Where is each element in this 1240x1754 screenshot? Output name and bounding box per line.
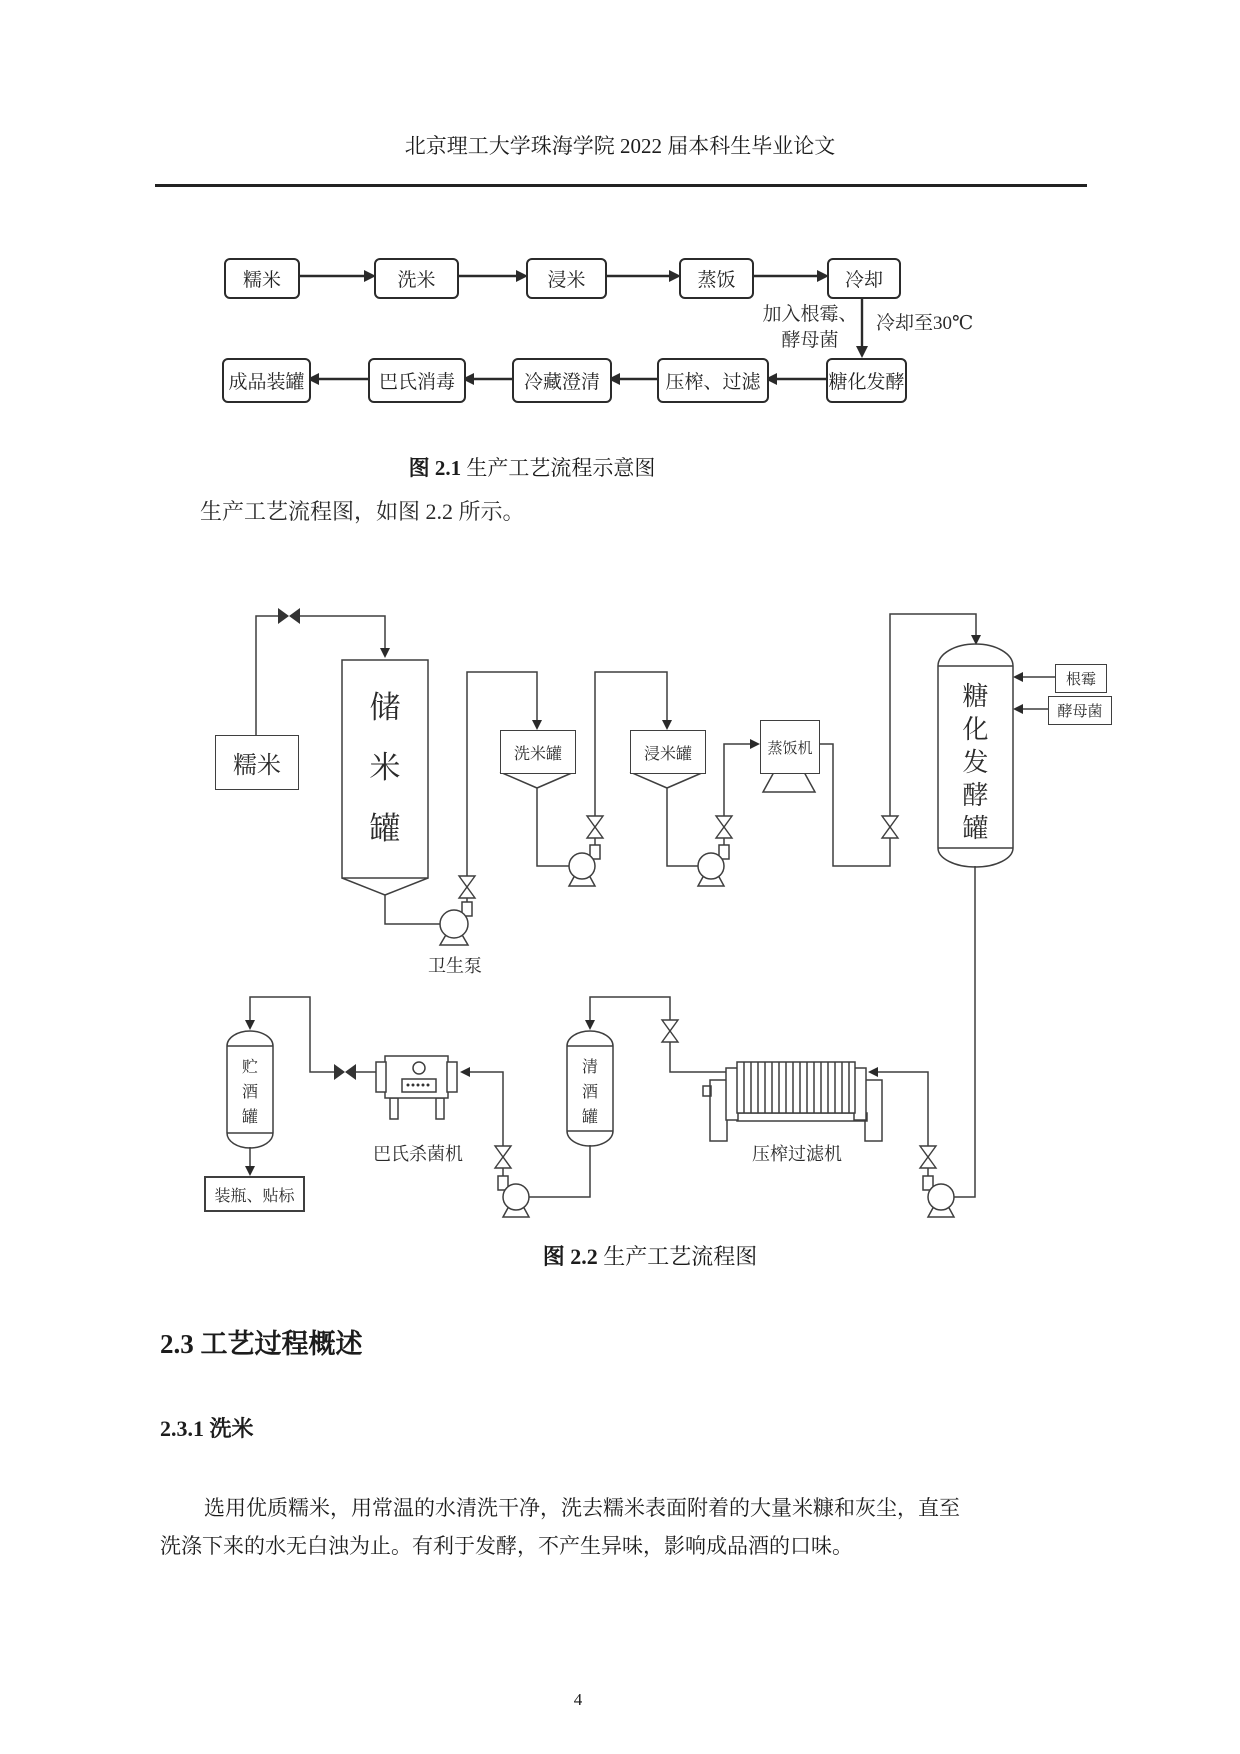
- body-paragraph-line-1: 选用优质糯米，用常温的水清洗干净，洗去糯米表面附着的大量米糠和灰尘，直至: [204, 1496, 960, 1520]
- pump-icons: [440, 845, 954, 1217]
- label-rice-storage-tank: 储米罐: [369, 690, 401, 846]
- intro-paragraph: 生产工艺流程图，如图 2.2 所示。: [200, 499, 525, 524]
- flow-step-steam-rice: [679, 258, 754, 299]
- flow-step-cold-clarify: [512, 358, 612, 403]
- flow-step-label: 冷却: [844, 270, 883, 291]
- steamer-stand: [763, 772, 815, 792]
- equipment-label: 酵母菌: [1057, 704, 1103, 720]
- page-header: 北京理工大学珠海学院 2022 届本科生毕业论文: [404, 134, 836, 158]
- flow-step-pasteurize: [368, 358, 466, 403]
- label-box-rice-steamer: [760, 720, 820, 774]
- flow-step-fermentation: [826, 358, 907, 403]
- flow-step-label: 巴氏消毒: [378, 372, 455, 393]
- label-box-glutinous-rice: [215, 735, 299, 790]
- flow-step-cooling: [827, 258, 901, 299]
- label-box-bottling-labeling: [204, 1176, 305, 1212]
- equipment-label: 浸米罐: [643, 745, 692, 763]
- flow-step-wash-rice: [374, 258, 459, 299]
- equipment-label: 洗米罐: [513, 745, 562, 763]
- caption-text: 生产工艺流程示意图: [466, 456, 656, 480]
- valve-icons-horizontal: [278, 608, 356, 1080]
- equipment-label: 根霉: [1065, 672, 1096, 688]
- flow-step-label: 糯米: [242, 270, 281, 291]
- section-title: 洗米: [209, 1416, 254, 1441]
- label-box-rice-soaking-tank: [630, 730, 706, 774]
- flow-step-glutinous-rice: [224, 258, 300, 299]
- flow-step-press-filter: [657, 358, 769, 403]
- flow-step-label: 糖化发酵: [828, 372, 905, 393]
- annotation-line: 加入根霉、: [762, 304, 858, 325]
- annotation-cool-to-30: 冷却至30℃: [876, 313, 974, 334]
- valve-icons-vertical: [459, 816, 936, 1168]
- annotation-add-cultures: [758, 302, 862, 353]
- label-wine-storage-tank: 贮酒罐: [241, 1059, 258, 1126]
- page-number: 4: [573, 1690, 583, 1709]
- flow-step-label: 成品装罐: [228, 372, 305, 393]
- equipment-label: 装瓶、贴标: [214, 1187, 295, 1205]
- figure22-arrowheads: [245, 635, 1023, 1176]
- section-heading-2-3-1: [160, 1412, 254, 1443]
- flow-step-label: 压榨、过滤: [665, 372, 761, 393]
- label-pasteurizer: 巴氏杀菌机: [373, 1144, 463, 1164]
- equipment-label: 糯米: [233, 753, 281, 779]
- caption-number: 图 2.2: [542, 1244, 598, 1269]
- label-sanitary-pump: 卫生泵: [428, 956, 482, 976]
- label-box-yeast: [1048, 696, 1112, 725]
- figure-2-1-caption: [332, 452, 732, 482]
- flow-step-soak-rice: [526, 258, 607, 299]
- label-box-rhizopus: [1055, 664, 1107, 693]
- flow-step-label: 洗米: [397, 270, 436, 291]
- label-fermentation-tank: 糖化发酵罐: [962, 682, 989, 844]
- header-rule: [155, 184, 1087, 187]
- flow-step-label: 浸米: [547, 270, 586, 291]
- label-press-filter: 压榨过滤机: [752, 1144, 842, 1164]
- caption-number: 图 2.1: [408, 456, 462, 480]
- label-box-rice-washing-tank: [500, 730, 576, 774]
- caption-text: 生产工艺流程图: [603, 1244, 758, 1269]
- flow-step-label: 冷藏澄清: [523, 372, 600, 393]
- flow-step-label: 蒸饭: [697, 270, 736, 291]
- section-number: 2.3.1: [160, 1416, 204, 1441]
- equipment-label: 蒸饭机: [767, 740, 813, 757]
- figure-2-2-caption: [450, 1240, 850, 1271]
- pasteurizer-machine: [376, 1056, 457, 1119]
- flow-step-canning: [222, 358, 311, 403]
- body-paragraph-line-2: 洗涤下来的水无白浊为止。有利于发酵，不产生异味，影响成品酒的口味。: [160, 1534, 853, 1558]
- section-title: 工艺过程概述: [200, 1329, 363, 1359]
- annotation-line: 酵母菌: [781, 329, 839, 351]
- label-clear-wine-tank: 清酒罐: [581, 1059, 598, 1126]
- section-number: 2.3: [160, 1329, 194, 1359]
- press-filter-machine: [703, 1062, 882, 1141]
- section-heading-2-3: [160, 1322, 363, 1361]
